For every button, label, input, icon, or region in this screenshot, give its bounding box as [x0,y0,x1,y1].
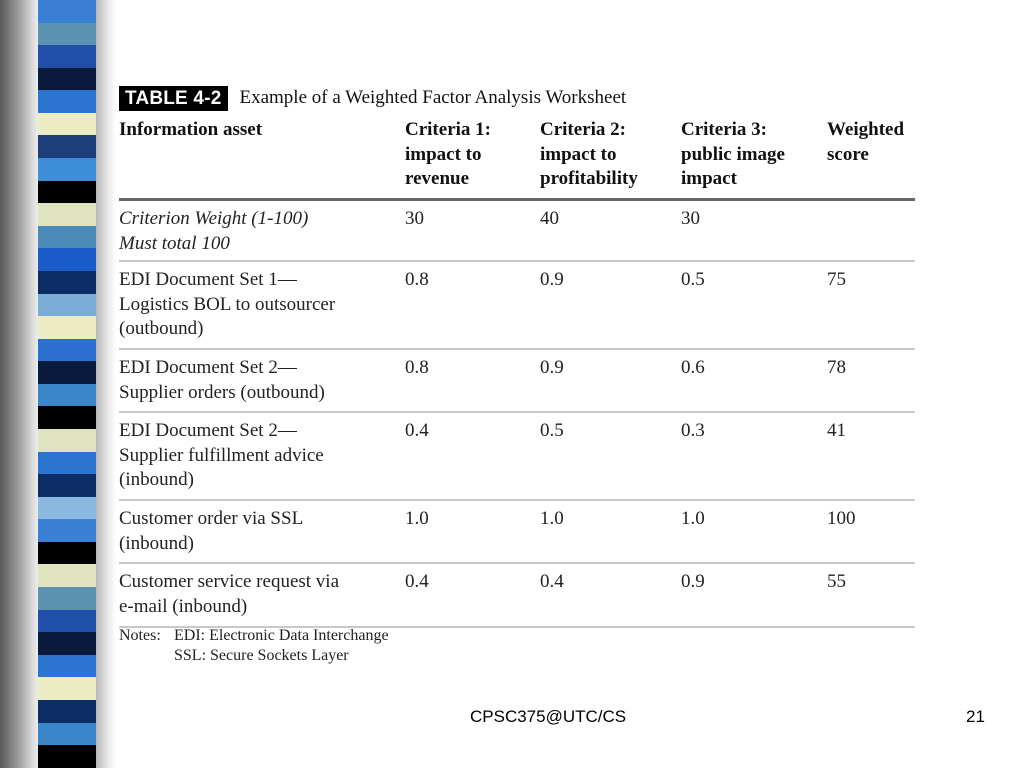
stripe-block [38,203,96,226]
stripe-shadow-left [0,0,40,768]
stripe-block [38,113,96,136]
stripe-block [38,542,96,565]
notes-label: Notes: [119,627,161,644]
cell-criteria-3: 0.6 [681,357,705,378]
table-header-row [119,118,915,201]
stripe-block [38,610,96,633]
table-row [119,350,915,413]
note-edi: EDI: Electronic Data Interchange [174,627,389,644]
cell-criteria-1: 1.0 [405,508,429,529]
table-notes [119,626,389,666]
stripe-block [38,361,96,384]
cell-criteria-2: 1.0 [540,508,564,529]
cell-asset: Customer service request via e-mail (inbound) [119,571,340,617]
cell-asset: Customer order via SSL (inbound) [119,508,304,554]
stripe-shadow-right [96,0,116,768]
stripe-block [38,135,96,158]
cell-weighted-score: 41 [827,420,846,441]
stripe-block [38,587,96,610]
stripe-block [38,339,96,362]
stripe-block [38,677,96,700]
stripe-block [38,0,96,23]
table-row [119,501,915,564]
cell-criteria-3: 0.9 [681,571,705,592]
cell-asset: Criterion Weight (1-100) Must total 100 [119,208,309,254]
stripe-block [38,384,96,407]
table-row [119,413,915,501]
stripe-block [38,655,96,678]
stripe-block [38,452,96,475]
stripe-block [38,294,96,317]
table-caption [119,84,626,112]
cell-criteria-3: 0.5 [681,269,705,290]
cell-criteria-1: 0.4 [405,420,429,441]
cell-criteria-3: 0.3 [681,420,705,441]
cell-criteria-2: 0.9 [540,357,564,378]
stripe-block [38,271,96,294]
stripe-block [38,248,96,271]
cell-weighted-score: 75 [827,269,846,290]
cell-weighted-score: 78 [827,357,846,378]
stripe-block [38,497,96,520]
table-row [119,564,915,628]
stripe-block [38,474,96,497]
cell-criteria-2: 0.5 [540,420,564,441]
footer-course-label: CPSC375@UTC/CS [470,707,627,726]
table-number-badge: TABLE 4-2 [119,86,228,111]
cell-criteria-3: 1.0 [681,508,705,529]
stripe-block [38,745,96,768]
stripe-block [38,632,96,655]
stripe-color-column [38,0,96,768]
header-criteria-3: Criteria 3: public image impact [681,119,785,189]
stripe-block [38,68,96,91]
table-row [119,201,915,262]
header-criteria-1: Criteria 1: impact to revenue [405,119,491,189]
stripe-block [38,23,96,46]
table-row [119,262,915,350]
cell-criteria-1: 30 [405,208,424,229]
header-information-asset: Information asset [119,119,263,140]
header-weighted-score: Weighted score [827,119,905,165]
cell-asset: EDI Document Set 1— Logistics BOL to outsourcer (outbound) [119,269,336,339]
cell-asset: EDI Document Set 2— Supplier orders (outbound) [119,357,325,403]
stripe-block [38,316,96,339]
cell-criteria-1: 0.8 [405,357,429,378]
stripe-block [38,519,96,542]
stripe-block [38,406,96,429]
cell-weighted-score: 55 [827,571,846,592]
decorative-stripe-bar [0,0,116,768]
header-criteria-2: Criteria 2: impact to profitability [540,119,638,189]
cell-criteria-2: 0.9 [540,269,564,290]
cell-weighted-score: 100 [827,508,856,529]
stripe-block [38,226,96,249]
stripe-block [38,45,96,68]
stripe-block [38,181,96,204]
stripe-block [38,90,96,113]
stripe-block [38,158,96,181]
stripe-block [38,723,96,746]
table-title: Example of a Weighted Factor Analysis Worksheet [239,87,627,108]
note-ssl: SSL: Secure Sockets Layer [174,647,349,664]
slide-page-number: 21 [966,707,985,726]
stripe-block [38,429,96,452]
cell-criteria-3: 30 [681,208,700,229]
stripe-block [38,700,96,723]
weighted-factor-table [119,118,915,628]
cell-criteria-1: 0.8 [405,269,429,290]
cell-asset: EDI Document Set 2— Supplier fulfillment advice (inbound) [119,420,324,490]
cell-criteria-2: 40 [540,208,559,229]
stripe-block [38,564,96,587]
cell-criteria-2: 0.4 [540,571,564,592]
cell-criteria-1: 0.4 [405,571,429,592]
